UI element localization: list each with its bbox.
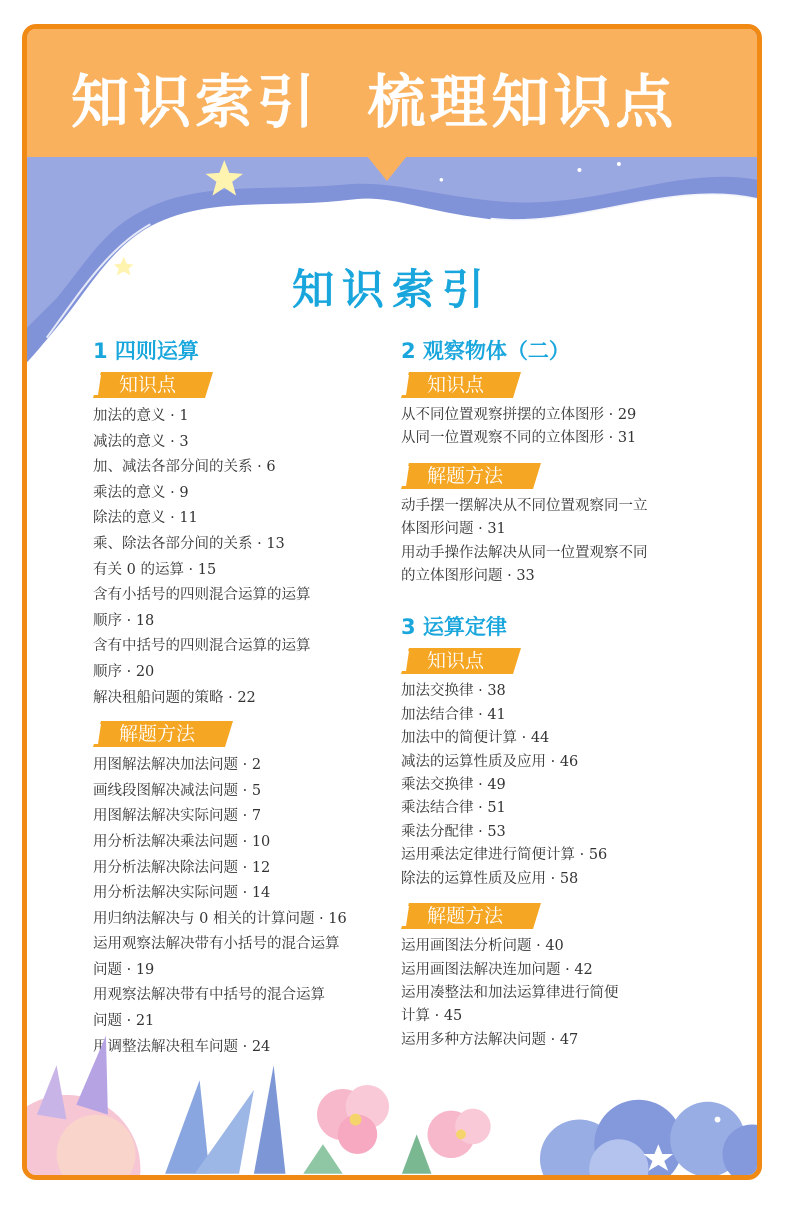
- list-item: 用图解法解决加法问题 · 2: [93, 757, 262, 774]
- flower-cloud-decoration: [27, 995, 757, 1175]
- list-item: 用分析法解决实际问题 · 14: [93, 885, 271, 902]
- section-heading: 1 四则运算: [93, 339, 199, 363]
- list-item: 除法的意义 · 11: [93, 510, 198, 527]
- list-item: 画线段图解决减法问题 · 5: [93, 782, 262, 799]
- page-frame: [22, 24, 762, 1180]
- list-item: 加法中的简便计算 · 44: [401, 730, 550, 747]
- tag-label: 知识点: [427, 374, 485, 396]
- list-item: 运用画图法解决连加问题 · 42: [401, 961, 593, 978]
- list-item: 用图解法解决实际问题 · 7: [93, 808, 262, 825]
- list-item: 用调整法解决租车问题 · 24: [93, 1038, 271, 1055]
- list-item: 用归纳法解决与 0 相关的计算问题 · 16: [93, 910, 347, 927]
- banner-title: 知识索引 梳理知识点: [71, 68, 678, 136]
- list-item: 运用凑整法和加法运算律进行简便: [401, 984, 619, 1001]
- list-item: 运用乘法定律进行简便计算 · 56: [401, 847, 608, 864]
- tag-label: 解题方法: [427, 464, 504, 487]
- tag-badge: [401, 372, 504, 398]
- list-item: 运用画图法分析问题 · 40: [401, 938, 564, 955]
- list-item: 问题 · 21: [93, 1013, 155, 1030]
- list-item: 运用多种方法解决问题 · 47: [401, 1031, 579, 1048]
- section-heading: 2 观察物体（二）: [401, 339, 570, 363]
- list-item: 乘法交换律 · 49: [401, 777, 506, 794]
- list-item: 加法结合律 · 41: [401, 706, 506, 723]
- list-item: 顺序 · 18: [93, 612, 155, 629]
- list-item: 的立体图形问题 · 33: [401, 568, 535, 585]
- list-item: 用观察法解决带有中括号的混合运算: [93, 987, 325, 1004]
- list-item: 从同一位置观察不同的立体图形 · 31: [401, 430, 637, 447]
- list-item: 解决租船问题的策略 · 22: [93, 689, 256, 706]
- list-item: 用分析法解决除法问题 · 12: [93, 859, 271, 876]
- list-item: 含有小括号的四则混合运算的运算: [93, 587, 311, 604]
- list-item: 运用观察法解决带有小括号的混合运算: [93, 936, 340, 953]
- list-item: 乘、除法各部分间的关系 · 13: [93, 535, 285, 552]
- list-item: 乘法结合律 · 51: [401, 800, 506, 817]
- page-title: 知识索引: [291, 265, 492, 314]
- list-item: 从不同位置观察拼摆的立体图形 · 29: [401, 407, 637, 423]
- right-column: [401, 334, 731, 1052]
- tag-label: 解题方法: [427, 905, 504, 928]
- list-item: 减法的运算性质及应用 · 46: [401, 753, 579, 770]
- list-item: 用分析法解决乘法问题 · 10: [93, 833, 271, 850]
- tag-label: 知识点: [427, 650, 485, 673]
- tag-badge: [93, 372, 196, 398]
- section-heading: 3 运算定律: [401, 615, 507, 640]
- list-item: 乘法的意义 · 9: [93, 484, 189, 501]
- left-column: [93, 334, 403, 1060]
- list-item: 动手摆一摆解决从不同位置观察同一立: [401, 497, 648, 514]
- list-item: 顺序 · 20: [93, 663, 155, 680]
- list-item: 用动手操作法解决从同一位置观察不同: [401, 544, 648, 561]
- list-item: 体图形问题 · 31: [401, 521, 506, 538]
- list-item: 除法的运算性质及应用 · 58: [401, 870, 579, 887]
- list-item: 问题 · 19: [93, 961, 155, 978]
- list-item: 加、减法各部分间的关系 · 6: [93, 459, 276, 476]
- list-item: 乘法分配律 · 53: [401, 823, 506, 840]
- tag-label: 解题方法: [119, 723, 196, 746]
- tag-badge: [93, 721, 215, 747]
- list-item: 减法的意义 · 3: [93, 433, 189, 450]
- tag-label: 知识点: [119, 374, 177, 396]
- list-item: 加法的意义 · 1: [93, 408, 189, 424]
- list-item: 含有中括号的四则混合运算的运算: [93, 638, 311, 655]
- tag-badge: [401, 463, 523, 489]
- list-item: 加法交换律 · 38: [401, 683, 506, 700]
- list-item: 计算 · 45: [401, 1008, 463, 1025]
- tag-badge: [401, 903, 523, 929]
- tag-badge: [401, 648, 504, 674]
- list-item: 有关 0 的运算 · 15: [93, 561, 217, 578]
